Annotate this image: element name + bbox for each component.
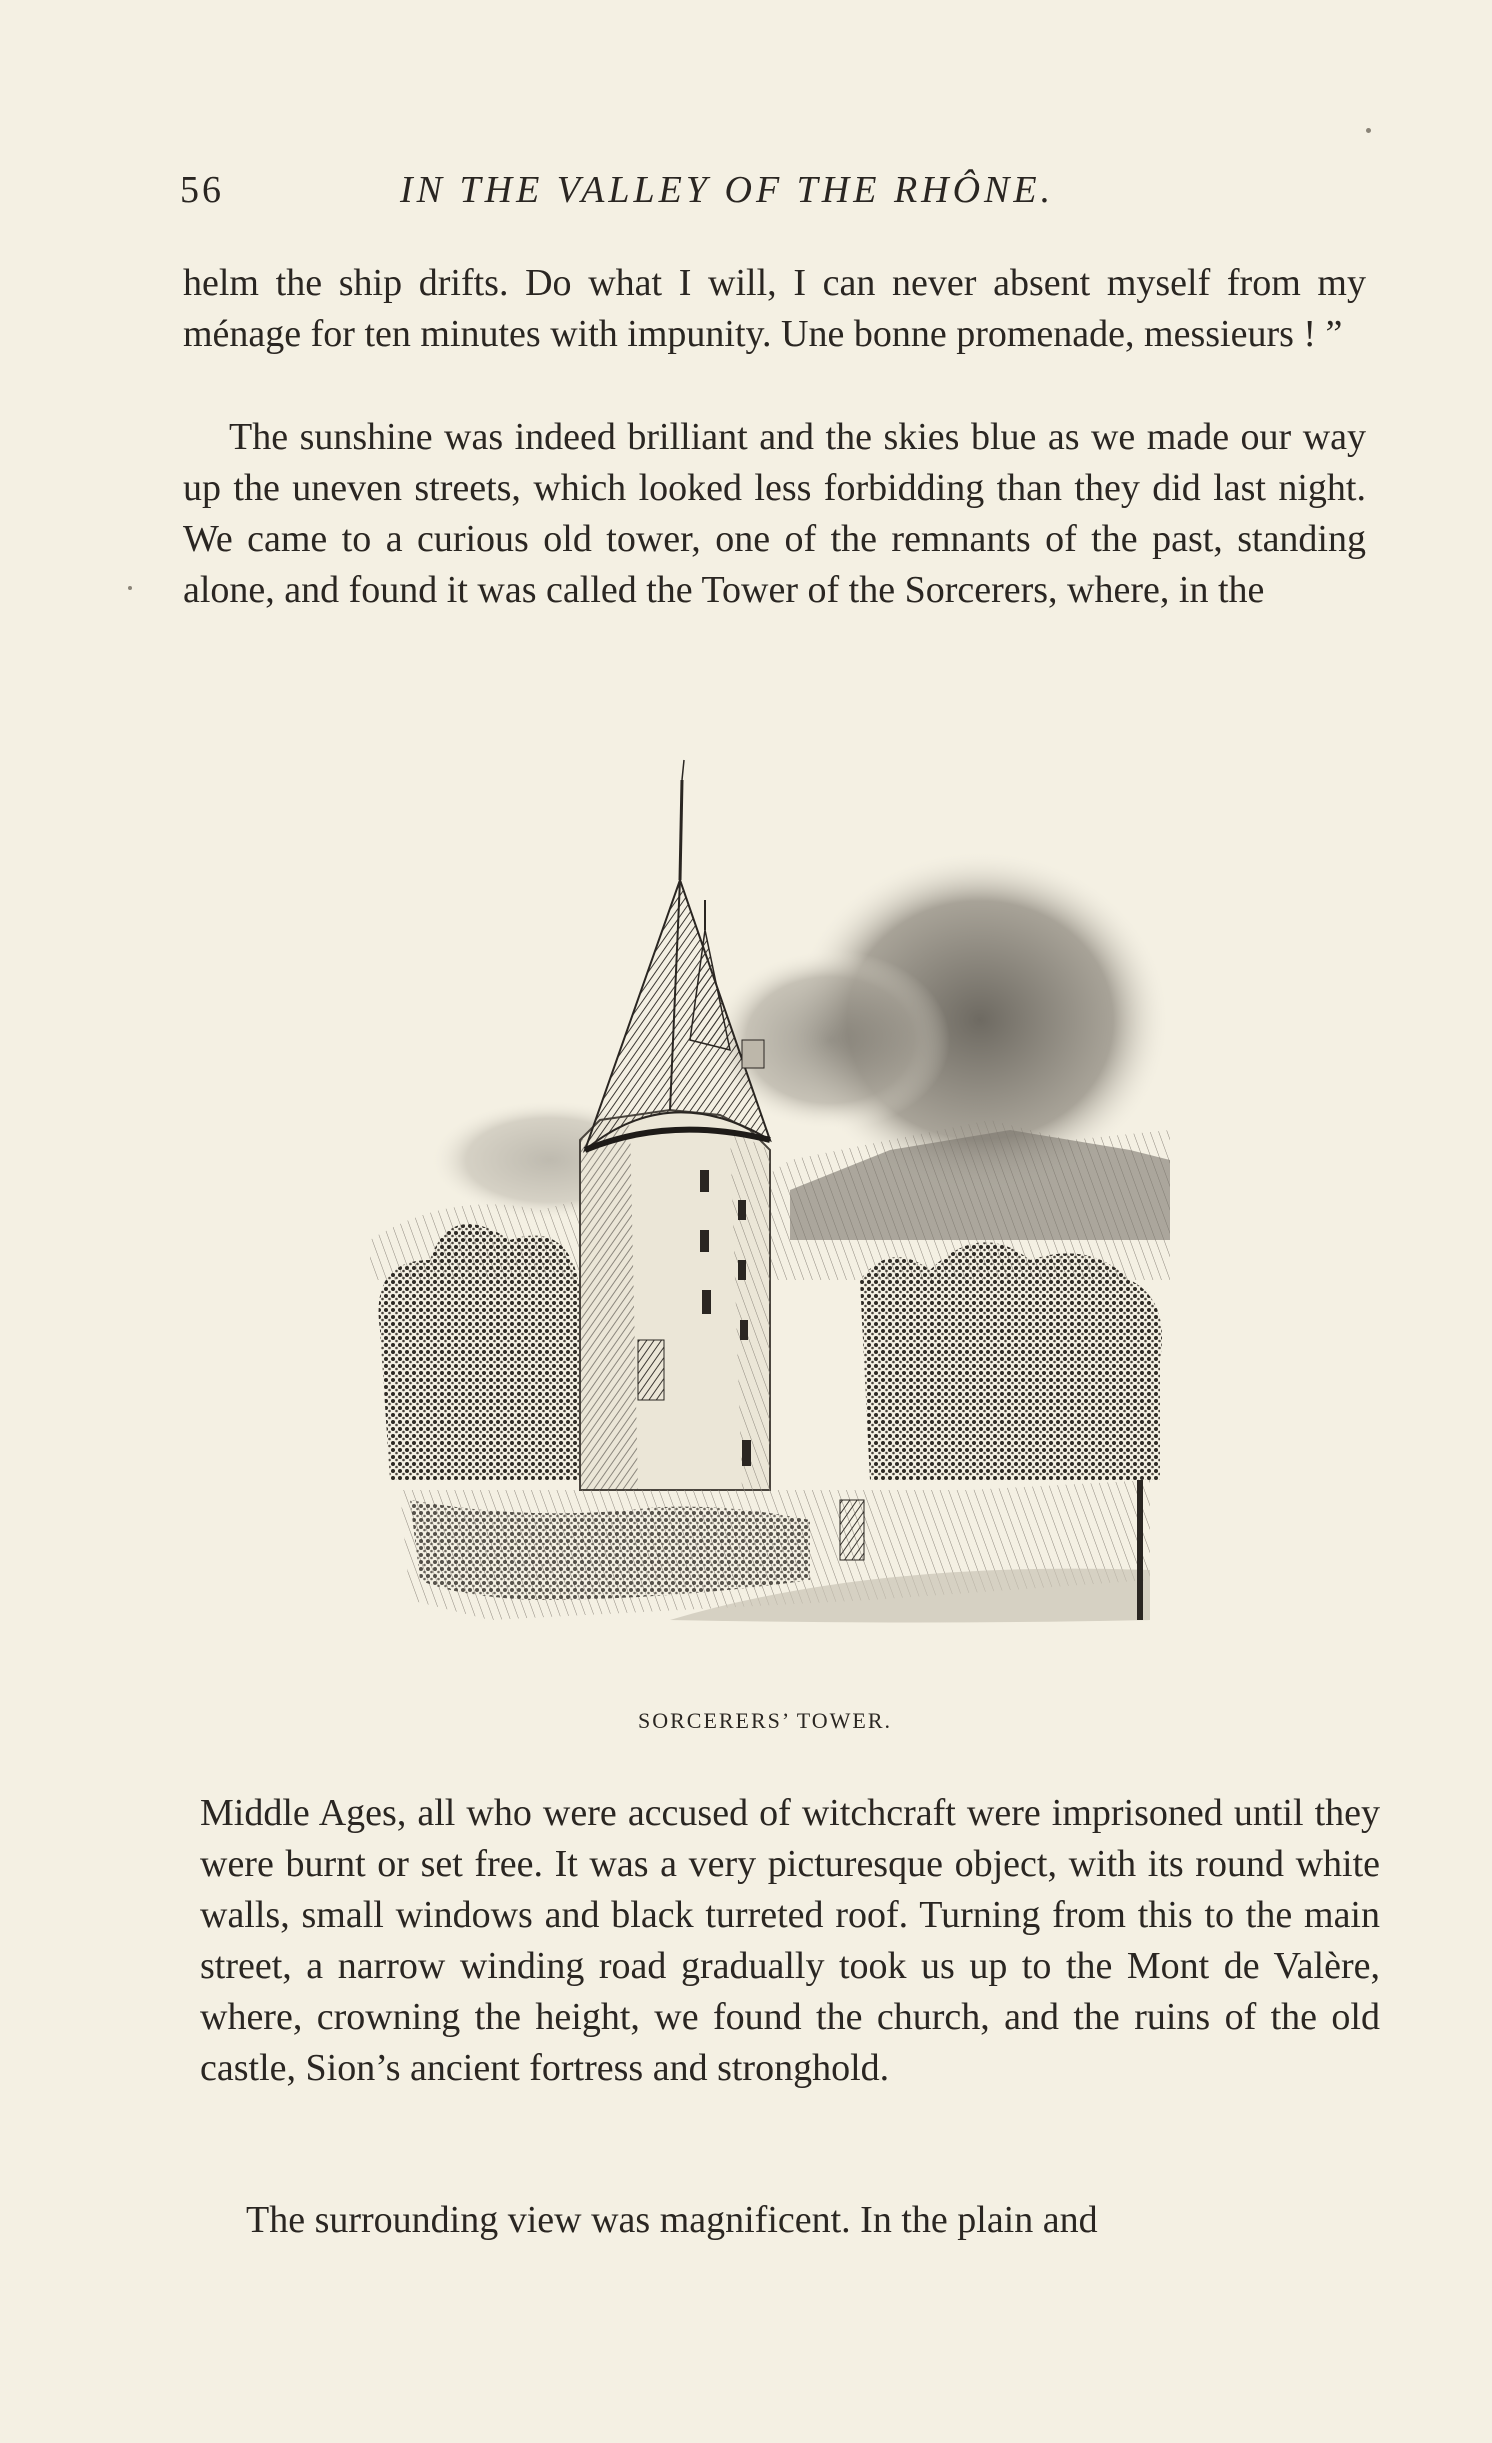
right-trees-shape (860, 1242, 1162, 1480)
paragraph-middle-ages: Middle Ages, all who were accused of witchcraft were imprisoned until they were burnt or set free. It was a very picturesque object, with its round white walls, small windows and black turreted roof. Turning from this to the main street, a narrow winding road gradually took us up to the Mont de Valère, where, crowning the height, we found the church, and the ruins of the old castle, Sion’s ancient fortress and stronghold. (200, 1792, 1380, 2089)
sorcerers-tower-illustration (370, 720, 1170, 1680)
paragraph-sunshine: The sunshine was indeed brilliant and the skies blue as we made our way up the uneven streets, which looked less forbidding than they did last night. We came to a curious old tower, one of the remnants of the past, standing alone, and found it was called the Tower of the Sorcerers, where, in the (183, 416, 1366, 611)
paper-speck (1366, 128, 1371, 133)
page-number: 56 (180, 169, 224, 211)
page-header (180, 168, 1150, 218)
running-head: IN THE VALLEY OF THE RHÔNE. (400, 169, 1055, 211)
paragraph-view: The surrounding view was magnificent. In the plain and (246, 2199, 1098, 2241)
figure-caption: SORCERERS’ TOWER. (637, 1708, 893, 1733)
paper-speck (128, 586, 132, 590)
spire-shape (680, 780, 682, 880)
paragraph-continuation: helm the ship drifts. Do what I will, I can never absent myself from my ménage for ten minutes with impunity. Une bonne promenade, messieurs ! ” (183, 262, 1366, 355)
